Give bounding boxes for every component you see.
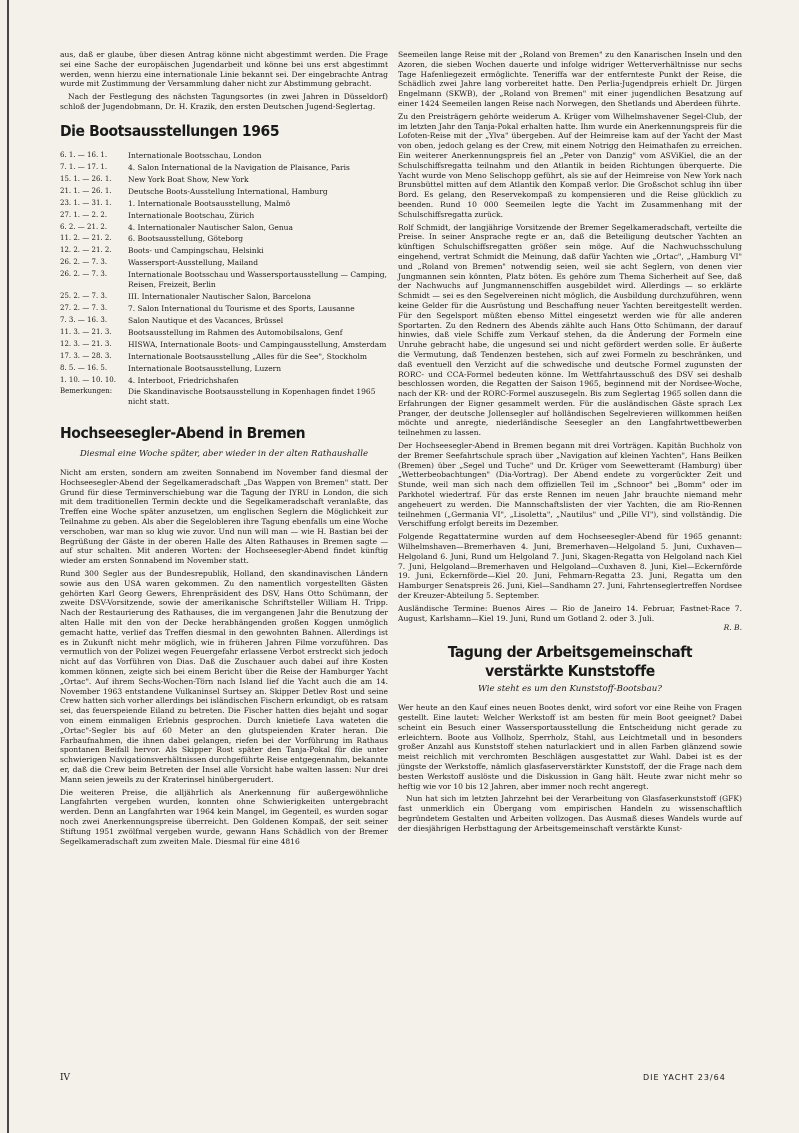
hochsee-paragraph-1: Nicht am ersten, sondern am zweiten Sonnabend im November fand diesmal der Hochseesegler-Abend der Segelkameradschaft „Das Wappen von Bremen" statt. Der Grund für diese Terminverschiebung war die Tagung der IYRU in London, die sich mit dem traditionellen Termin deckte und die Segelkameradschaft veranlaßte, das Treffen eine Woche später anzusetzen, um englischen Seglern die Möglichkeit zur Teilnahme zu geben. Als aber die Segelobleren ihre Tagung ebenfalls um eine Woche verschoben, war man so klug wie zuvor. Und nun will man — wie H. Bastian bei der Begrüßung der Gäste in der oberen Halle des Alten Rathauses in Bremen sagte — auf stur schalten. Mit anderen Worten: der Hochseesegler-Abend findet künftig wieder am ersten Sonnabend im November statt. [60, 468, 388, 566]
exhibition-name: Internationale Bootsschau und Wassersportausstellung — Camping, Reisen, Freizeit, Berlin [128, 270, 387, 290]
exhibition-date: 27. 2. — 7. 3. [60, 303, 108, 312]
right-paragraph-1: Seemeilen lange Reise mit der „Roland von Bremen" zu den Kanarischen Inseln und den Azoren, die sieben Wochen dauerte und infolge widriger Wetterverhältnisse nur sechs Tage Hafenliegezeit ermöglichte. Teneriffa war der entfernteste Punkt der Reise, die Schädlich zwei Jahre lang vorbereitet hatte. Den Perlia-Jugendpreis erhielt Dr. Jürgen Engelmann (SKWB), der „Roland von Bremen" mit einer jugendlichen Besatzung auf einer 1424 Seemeilen langen Reise nach Norwegen, den Shetlands und Aberdeen führte. [398, 50, 742, 108]
exhibition-date: 7. 3. — 16. 3. [60, 315, 108, 324]
scan-edge-line [7, 0, 9, 1133]
exhibition-name: Internationale Bootsausstellung, Luzern [128, 363, 282, 373]
exhibition-name: 1. Internationale Bootsausstellung, Malmö [128, 198, 291, 208]
exhibition-row [60, 258, 388, 270]
exhibition-name: Bootsausstellung im Rahmen des Automobilsalons, Genf [128, 327, 343, 337]
exhibition-date: 11. 2. — 21. 2. [60, 234, 112, 243]
exhibition-name: III. Internationaler Nautischer Salon, Barcelona [128, 291, 311, 301]
exhibition-date: 21. 1. — 26. 1. [60, 186, 112, 195]
exhibition-date: 26. 2. — 7. 3. [60, 258, 108, 267]
exhibition-name: 4. Internationaler Nautischer Salon, Genua [128, 222, 293, 232]
kunststoff-paragraph-1: Wer heute an den Kauf eines neuen Bootes denkt, wird sofort vor eine Reihe von Fragen gestellt. Eine lautet: Welcher Werkstoff ist am besten für mein Boot geeignet? Dabei scheint ein Besuch einer Wassersportausstellung die Entscheidung nicht gerade zu erleichtern. Boote aus Vollholz, Sperrholz, Stahl, aus Leichtmetall und in besonders großer Anzahl aus Kunststoff stehen naturlackiert und in allen Farben glänzend sowie meist reichlich mit verchromten Beschlägen ausgestattet zur Wahl. Dabei ist es der jüngste der Werkstoffe, nämlich glasfaserverstärkter Kunststoff, der die Frage nach dem besten Werkstoff auslöste und die Diskussion in Gang hält. Heute zwar nicht mehr so heftig wie vor 10 bis 12 Jahren, aber immer noch recht angeregt. [398, 703, 742, 791]
exhibition-row [60, 211, 388, 223]
exhibition-name: Deutsche Boots-Ausstellung International, Hamburg [128, 186, 328, 196]
exhibition-name: Salon Nautique et des Vacances, Brüssel [128, 315, 284, 325]
exhibition-name: HISWA, Internationale Boots- und Campingausstellung, Amsterdam [128, 339, 387, 349]
page-number: IV [60, 1073, 71, 1083]
intro-paragraph-1: aus, daß er glaube, über diesen Antrag könne nicht abgestimmt werden. Die Frage sei eine Sache der europäischen Jugendarbeit und könne bei uns erst abgestimmt werden, wenn hierzu eine internationale Linie bekannt sei. Der eingebrachte Antrag wurde mit Zustimmung der Versammlung daher nicht zur Abstimmung gebracht. [60, 50, 388, 89]
section-title-bootsausstellungen: Die Bootsausstellungen 1965 [60, 121, 280, 140]
exhibition-date: 11. 3. — 21. 3. [60, 327, 112, 336]
right-paragraph-6: Ausländische Termine: Buenos Aires — Rio de Janeiro 14. Februar, Fastnet-Race 7. August, Karlshamn—Kiel 19. Juni, Rund um Gotland 2. oder 3. Juli. [398, 603, 742, 623]
exhibition-date: 23. 1. — 31. 1. [60, 198, 112, 207]
exhibition-date: 12. 3. — 21. 3. [60, 339, 112, 348]
remark-text: Die Skandinavische Bootsausstellung in Kopenhagen findet 1965 nicht statt. [128, 387, 376, 407]
exhibition-row [60, 246, 388, 258]
exhibition-row [60, 234, 388, 246]
right-paragraph-2: Zu den Preisträgern gehörte weiderum A. Krüger vom Wilhelmshavener Segel-Club, der im letzten Jahr den Tanja-Pokal erhalten hatte. Ihm wurde ein Anerkennungspreis für die Lofoten-Reise mit der „Ylva" übergeben. Auf der Heimreise kam auf der Yacht der Mast von oben, jedoch gelang es der Crew, mit einem Notrigg den Heimathafen zu erreichen. Ein weiterer Anerkennungspreis fiel an „Peter von Danzig" vom ASViKiel, die an der Schulschiffsregatta teilnahm und den Atlantik in beiden Richtungen überquerte. Die Yacht wurde von Meno Selischopp geführt, als sie auf der Heimreise von New York nach Brunsbüttel mitten auf dem Atlantik den Kompaß verlor. Die Großschot schlug ihn über Bord. Es gelang, den Reservekompaß zu kompensieren und die Reise glücklich zu beenden. Rund 10 000 Seemeilen legte die Yacht im Zusammenhang mit der Schulschiffsregatta zurück. [398, 111, 742, 219]
exhibition-name: Boots- und Campingschau, Helsinki [128, 246, 264, 256]
exhibition-row [60, 316, 388, 328]
exhibition-date: 1. 10. — 10. 10. [60, 375, 116, 384]
exhibition-row [60, 175, 388, 187]
exhibition-date: 26. 2. — 7. 3. [60, 270, 108, 279]
section-title-hochseesegler: Hochseesegler-Abend in Bremen [60, 424, 306, 443]
exhibition-date: 27. 1. — 2. 2. [60, 210, 108, 219]
exhibition-name: Wassersport-Ausstellung, Mailand [128, 258, 259, 268]
exhibition-row [60, 364, 388, 376]
exhibition-name: 7. Salon International du Tourisme et des Sports, Lausanne [128, 303, 355, 313]
exhibition-row [60, 163, 388, 175]
left-column [60, 50, 388, 849]
exhibition-name: Internationale Bootschau, Zürich [128, 210, 255, 220]
exhibition-row [60, 151, 388, 163]
exhibition-row [60, 376, 388, 388]
exhibition-name: Internationale Bootsschau, London [128, 150, 262, 160]
exhibition-name: New York Boat Show, New York [128, 174, 249, 184]
exhibition-name: 6. Bootsausstellung, Göteborg [128, 234, 244, 244]
author-signature: R. B. [723, 623, 742, 633]
exhibition-name: Internationale Bootsausstellung „Alles für die See", Stockholm [128, 351, 367, 361]
right-column [398, 50, 742, 837]
exhibition-date: 25. 2. — 7. 3. [60, 291, 108, 300]
exhibition-date: 6. 1. — 16. 1. [60, 150, 108, 159]
exhibition-date: 8. 5. — 16. 5. [60, 363, 108, 372]
exhibition-row [60, 199, 388, 211]
exhibition-row [60, 304, 388, 316]
section-title-kunststoffe: Tagung der Arbeitsgemeinschaft verstärkte Kunststoffe [447, 643, 693, 680]
exhibition-row [60, 352, 388, 364]
exhibition-row [60, 340, 388, 352]
exhibition-row [60, 223, 388, 235]
hochsee-paragraph-2: Rund 300 Segler aus der Bundesrepublik, Holland, den skandinavischen Ländern sowie aus den USA waren gekommen. Zu den namentlich vorgestellten Gästen gehörten Karl Georg Gewers, Ehrenpräsident des DSV, Hans Otto Schümann, der zweite DSV-Vorsitzende, sowie der amerikanische Schriftsteller William H. Tripp. Nach der Restaurierung des Rathauses, die im vergangenen Jahr die Benutzung der alten Halle mit den von der Decke herabhängenden großen Koggen unmöglich gemacht hatte, verlief das Treffen diesmal in den gewohnten Bahnen. Allerdings ist es in Zukunft nicht mehr möglich, wie in früheren Jahren Filme vorzuführen. Das vermutlich von der Polizei wegen Feuergefahr erlassene Verbot erstreckt sich jedoch nicht auf das Vorführen von Dias. Daß die Zuschauer auch dabei auf ihre Kosten kommen können, zeigte sich bei einem Bericht über die Reise der Hamburger Yacht „Ortac". Auf ihrem Sechs-Wochen-Törn nach Island lief die Yacht auch die am 14. November 1963 entstandene Vulkaninsel Surtsey an. Skipper Detlev Rost und seine Crew hatten sich vorher allerdings bei isländischen Fischern erkundigt, ob es ratsam sei, das feuerspeiende Eiland zu betreten. Die Fischer hatten dies bejaht und sogar von einem einmaligen Erlebnis gesprochen. Durch knietiefe Lava wateten die „Ortac"-Segler bis auf 60 Meter an den glutspeienden Krater heran. Die Farbaufnahmen, die ihnen dabei gelangen, riefen bei der Vorführung im Rathaus spontanen Beifall hervor. Als Skipper Rost später den Tanja-Pokal für die unter schwierigen Navigationsverhältnissen durchgeführte Reise entgegennahm, bekannte er, daß die Crew beim Betreten der Insel alle Vorsicht habe walten lassen: Nur drei Mann seien jeweils zu der Kraterinsel hinübergerudert. [60, 569, 388, 784]
exhibition-table [60, 151, 388, 388]
right-paragraph-4: Der Hochseesegler-Abend in Bremen begann mit drei Vorträgen. Kapitän Buchholz von der Bremer Seefahrtschule sprach über „Navigation auf kleinen Yachten", Hans Beilken (Bremen) über „Segel und Tuche" und Dr. Krüger vom Seewetteramt (Hamburg) über „Wetterbeobachtungen" (Dia-Vortrag). Der Abend endete zu vorgerückter Zeit und Stunde, weil man sich nach dem offiziellen Teil im „Schnoor" bei „Bomm" oder im Parkhotel wiedertraf. Für das erste Rennen im neuen Jahr brauchte niemand mehr angeheuert zu werden. Die Mannschaftslisten der vier Yachten, die am Rio-Rennen teilnehmen („Germania VI", „Lisoletta", „Nautilus" und „Pille VI"), sind vollständig. Die Verschiffung erfolgt bereits im Dezember. [398, 441, 742, 529]
hochsee-paragraph-3: Die weiteren Preise, die alljährlich als Anerkennung für außergewöhnliche Langfahrten vergeben wurden, konnten ohne Schwierigkeiten untergebracht werden. Denn an Langfahrten war 1964 kein Mangel, im Gegenteil, es wurden sogar noch zwei Anerkennungspreise überreicht. Den Goldenen Kompaß, der seit seiner Stiftung 1951 zwölfmal vergeben wurde, gewann Hans Schädlich von der Bremer Segelkameradschaft zum zweiten Male. Diesmal für eine 4816 [60, 787, 388, 846]
right-paragraph-3: Rolf Schmidt, der langjährige Vorsitzende der Bremer Segelkameradschaft, verteilte die Preise. In seiner Ansprache regte er an, daß die Beteiligung deutscher Yachten an künftigen Schulschiffsregatten größer sein möge. Auf die Nachwuchsschulung eingehend, vertrat Schmidt die Meinung, daß dafür Yachten wie „Ortac", „Hamburg VI" und „Roland von Bremen" notwendig seien, weil sie acht Seglern, von denen vier Jungmannen sein könnten, Platz böten. Es gehöre zum Thema Sicherheit auf See, daß der Nachwuchs auf Jungmannenschiffen ausgebildet wird. Allerdings — so erklärte Schmidt — sei es den Segelvereinen nicht möglich, die Ausbildung durchzuführen, wenn keine Gelder für die Ausrüstung und Beschaffung neuer Yachten bereitgestellt werden. Für den Segelsport müßten ebenso Mittel eingesetzt werden wie für alle anderen Sportarten. Zu den Rednern des Abends zählte auch Hans Otto Schümann, der darauf hinwies, daß viele Schiffe zum Verkauf stehen, da die Änderung der Formeln eine Unruhe gebracht habe, die ungesund sei und nicht gefördert werden solle. Er äußerte die Vermutung, daß Tendenzen bestehen, sich auf zwei Formeln zu beschränken, und daß eventuell den Verzicht auf die schwedische und deutsche Formel zugunsten der RORC- und CCA-Formel bedeuten könne. Im Wettfahrtausschuß des DSV sei deshalb beschlossen worden, die Regatten der Saison 1965, beginnend mit der Nordsee-Woche, nach der KR- und der RORC-Formel auszusegeln. Bis zum Seglertag 1965 sollen dann die Erfahrungen der Eigner gesammelt werden. Für die ausländischen Gäste sprach Lex Pranger, der deutsche Jollensegler auf holländischen Segelrevieren willkommen heißen möchte und anregte, niederländische Seesegler an den Langfahrtwettbewerben teilnehmen zu lassen. [398, 222, 742, 438]
exhibition-row [60, 187, 388, 199]
remark-label: Bemerkungen: [60, 387, 113, 396]
intro-paragraph-2: Nach der Festlegung des nächsten Tagungsortes (in zwei Jahren in Düsseldorf) schloß der Jugendobmann, Dr. H. Krazik, den ersten Deutschen Jugend-Seglertag. [60, 92, 388, 111]
exhibition-row [60, 270, 388, 292]
exhibition-row [60, 328, 388, 340]
exhibition-date: 17. 3. — 28. 3. [60, 351, 112, 360]
exhibition-row [60, 292, 388, 304]
exhibition-date: 6. 2. — 21. 2. [60, 222, 108, 231]
exhibition-date: 12. 2. — 21. 2. [60, 246, 112, 255]
exhibition-name: 4. Salon International de la Navigation de Plaisance, Paris [128, 162, 350, 172]
kunststoff-paragraph-2: Nun hat sich im letzten Jahrzehnt bei der Verarbeitung von Glasfaserkunststoff (GFK) fast unmerklich ein Übergang vom empirischen Handeln zu wissenschaftlich begründetem Gestalten und Arbeiten vollzogen. Das Ausmaß dieses Wandels wurde auf der diesjährigen Herbsttagung der Arbeitsgemeinschaft verstärkte Kunst- [398, 794, 742, 833]
right-paragraph-5: Folgende Regattatermine wurden auf dem Hochseesegler-Abend für 1965 genannt: Wilhelmshaven—Bremerhaven 4. Juni, Bremerhaven—Helgoland 5. Juni, Cuxhaven—Helgoland 6. Juni, Rund um Helgoland 7. Juni, Skagen-Regatta von Helgoland nach Kiel 7. Juni, Helgoland—Bremerhaven und Helgoland—Cuxhaven 8. Juni, Kiel—Eckernförde 19. Juni, Eckernförde—Kiel 20. Juni, Fehmarn-Regatta 23. Juni, Regatta um den Hamburger Senatspreis 26. Juni, Kiel—Sandhamn 27. Juni, Fahrtenseglertreffen Nordsee der Kreuzer-Abteilung 5. September. [398, 532, 742, 601]
magazine-issue: DIE YACHT 23/64 [643, 1073, 726, 1082]
section-subtitle-kunststoffe: Wie steht es um den Kunststoff-Bootsbau? [478, 684, 662, 695]
exhibition-date: 15. 1. — 26. 1. [60, 174, 112, 183]
exhibition-date: 7. 1. — 17. 1. [60, 162, 108, 171]
exhibition-name: 4. Interboot, Friedrichshafen [128, 375, 239, 385]
remarks-row [60, 387, 388, 409]
section-subtitle-hochseesegler: Diesmal eine Woche später, aber wieder in der alten Rathaushalle [79, 449, 369, 460]
